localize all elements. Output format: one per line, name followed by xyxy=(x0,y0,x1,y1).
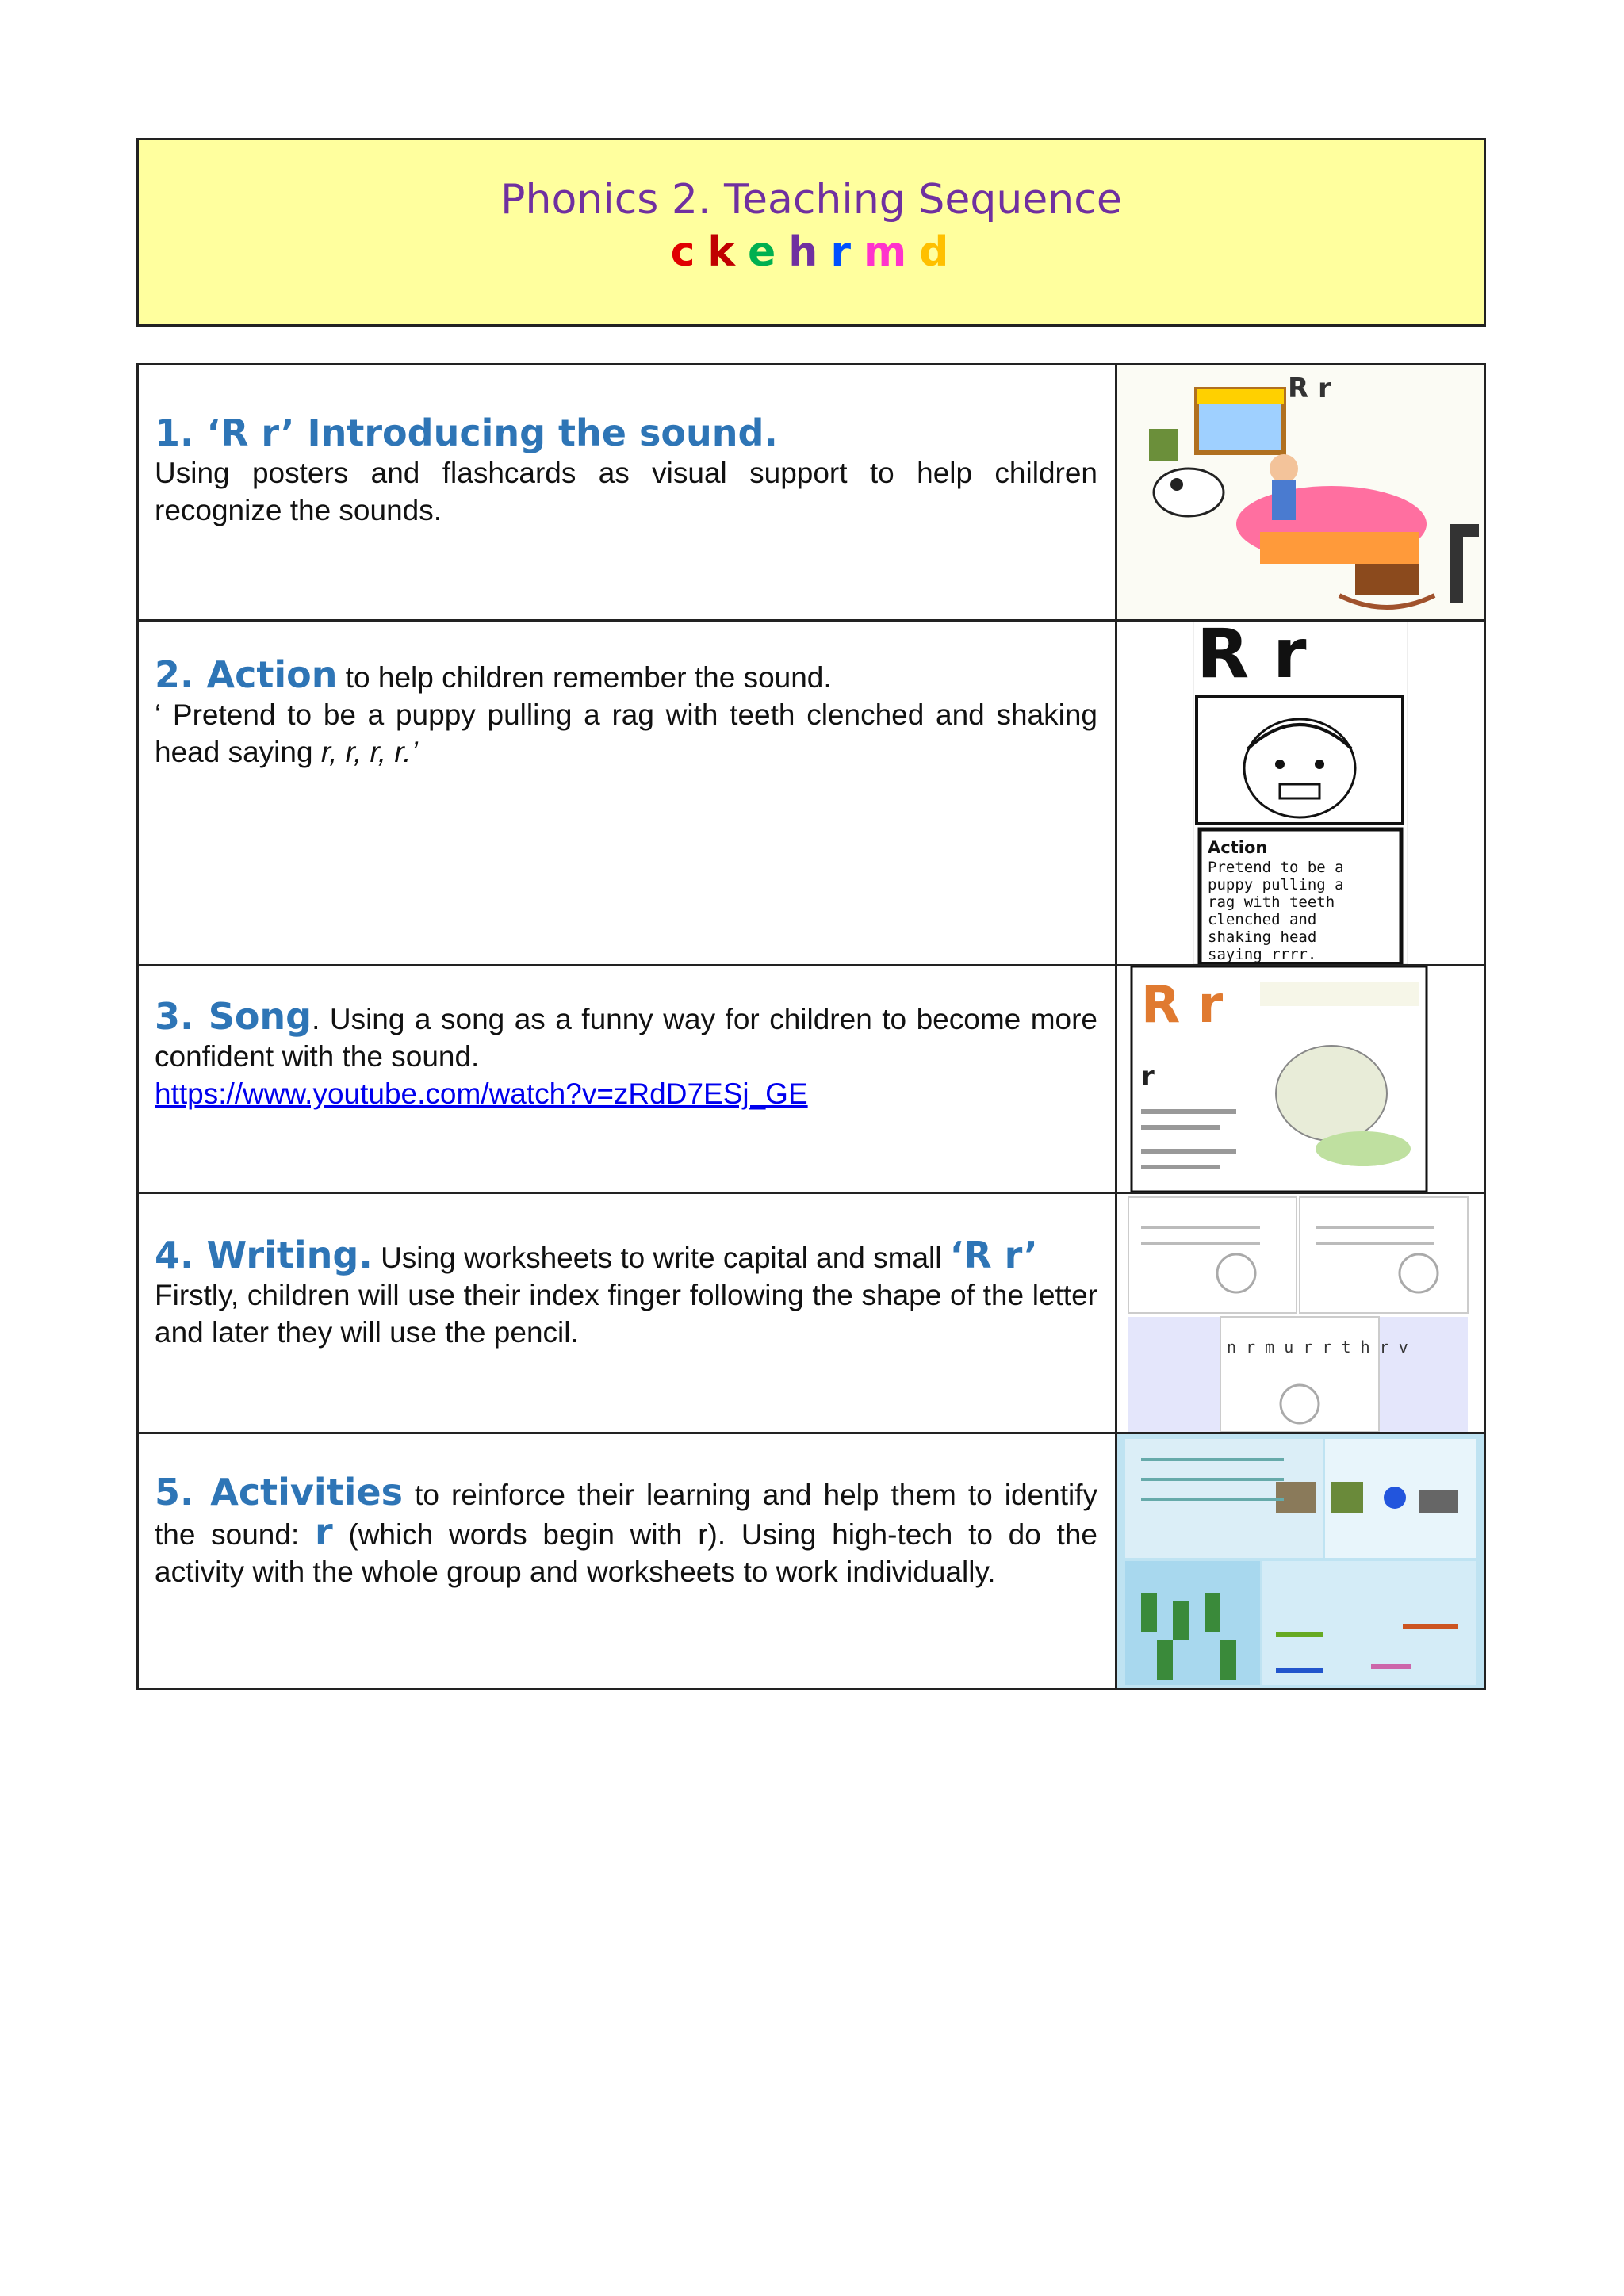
step-2-body-text: ‘ Pretend to be a puppy pulling a rag with teeth clenched and shaking head saying xyxy=(155,698,1097,768)
letter-h: h xyxy=(788,228,822,276)
writing-letters: n r m u r r t h r v xyxy=(1227,1337,1408,1357)
step-2-image xyxy=(1116,621,1485,966)
letter-r: r xyxy=(830,228,854,276)
step-5-highlight: r xyxy=(314,1510,333,1553)
letters-row xyxy=(139,226,1484,278)
step-row-3 xyxy=(138,966,1485,1193)
step-1-image xyxy=(1116,365,1485,621)
step-2-heading-suffix: to help children remember the sound. xyxy=(337,661,832,694)
step-2-heading: 2. Action xyxy=(155,653,338,696)
step-row-1 xyxy=(138,365,1485,621)
step-5-text xyxy=(138,1433,1116,1689)
step-5-body-text: (which words begin with r). Using high-tech to do the activity with the whole group and worksheets to work individually. xyxy=(155,1518,1097,1588)
letter-m: m xyxy=(863,228,910,276)
step-row-4 xyxy=(138,1193,1485,1433)
song-sheet-illustration xyxy=(1117,966,1484,1192)
letter-c: c xyxy=(670,228,699,276)
activities-illustration xyxy=(1117,1434,1484,1688)
step-3-heading: 3. Song xyxy=(155,995,312,1038)
action-caption-title: Action xyxy=(1208,838,1268,857)
action-caption-line-1: Pretend to be a xyxy=(1208,859,1344,876)
action-caption-line-4: clenched and xyxy=(1208,911,1317,928)
action-caption-line-2: puppy pulling a xyxy=(1208,876,1344,894)
step-2-heading-line xyxy=(155,653,1097,696)
writing-worksheets-illustration xyxy=(1117,1194,1484,1432)
step-4-heading-line xyxy=(155,1234,1097,1276)
song-small-letter: r xyxy=(1141,1061,1155,1093)
step-2-text xyxy=(138,621,1116,966)
action-card-illustration xyxy=(1117,622,1484,964)
song-letters: R r xyxy=(1141,976,1224,1035)
step-3-body xyxy=(155,995,1097,1075)
step-4-image xyxy=(1116,1193,1485,1433)
step-1-body: Using posters and flashcards as visual support to help children recognize the sounds. xyxy=(155,457,1097,526)
step-5-body-pre: to reinforce their learning and help them to identify the sound: xyxy=(155,1479,1097,1551)
letter-d: d xyxy=(919,228,952,276)
step-4-text xyxy=(138,1193,1116,1433)
step-3-image xyxy=(1116,966,1485,1193)
letter-e: e xyxy=(748,228,779,276)
song-link[interactable]: https://www.youtube.com/watch?v=zRdD7ESj_GE xyxy=(155,1077,808,1110)
action-caption-line-5: shaking head xyxy=(1208,928,1317,946)
step-1-heading: 1. ‘R r’ Introducing the sound. xyxy=(155,411,778,454)
letter-k: k xyxy=(707,228,739,276)
step-5-image xyxy=(1116,1433,1485,1689)
page-title: Phonics 2. Teaching Sequence xyxy=(500,176,1122,224)
step-4-heading: 4. Writing. xyxy=(155,1234,373,1276)
step-3-text xyxy=(138,966,1116,1193)
teaching-sequence-table xyxy=(136,363,1486,1690)
step-4-body-pre: Using worksheets to write capital and small xyxy=(372,1242,950,1274)
step-row-5 xyxy=(138,1433,1485,1689)
step-2-body-italic: r, r, r, r.’ xyxy=(320,736,418,768)
step-5-body xyxy=(155,1471,1097,1590)
step-1-text xyxy=(138,365,1116,621)
action-caption-line-3: rag with teeth xyxy=(1208,894,1335,911)
title-box xyxy=(136,138,1486,327)
poster-letters: R r xyxy=(1288,373,1331,404)
step-3-body-text: . Using a song as a funny way for children to become more confident with the sound. xyxy=(155,1003,1097,1073)
step-row-2 xyxy=(138,621,1485,966)
step-4-highlight: ‘R r’ xyxy=(949,1234,1038,1276)
step-4-body: Firstly, children will use their index finger following the shape of the letter and later they will use the pencil. xyxy=(155,1279,1097,1349)
step-2-body xyxy=(155,696,1097,771)
action-caption-line-6: saying rrrr. xyxy=(1208,946,1317,963)
action-letters: R r xyxy=(1197,622,1307,694)
bedroom-poster-illustration xyxy=(1117,365,1484,619)
step-5-heading: 5. Activities xyxy=(155,1471,403,1513)
